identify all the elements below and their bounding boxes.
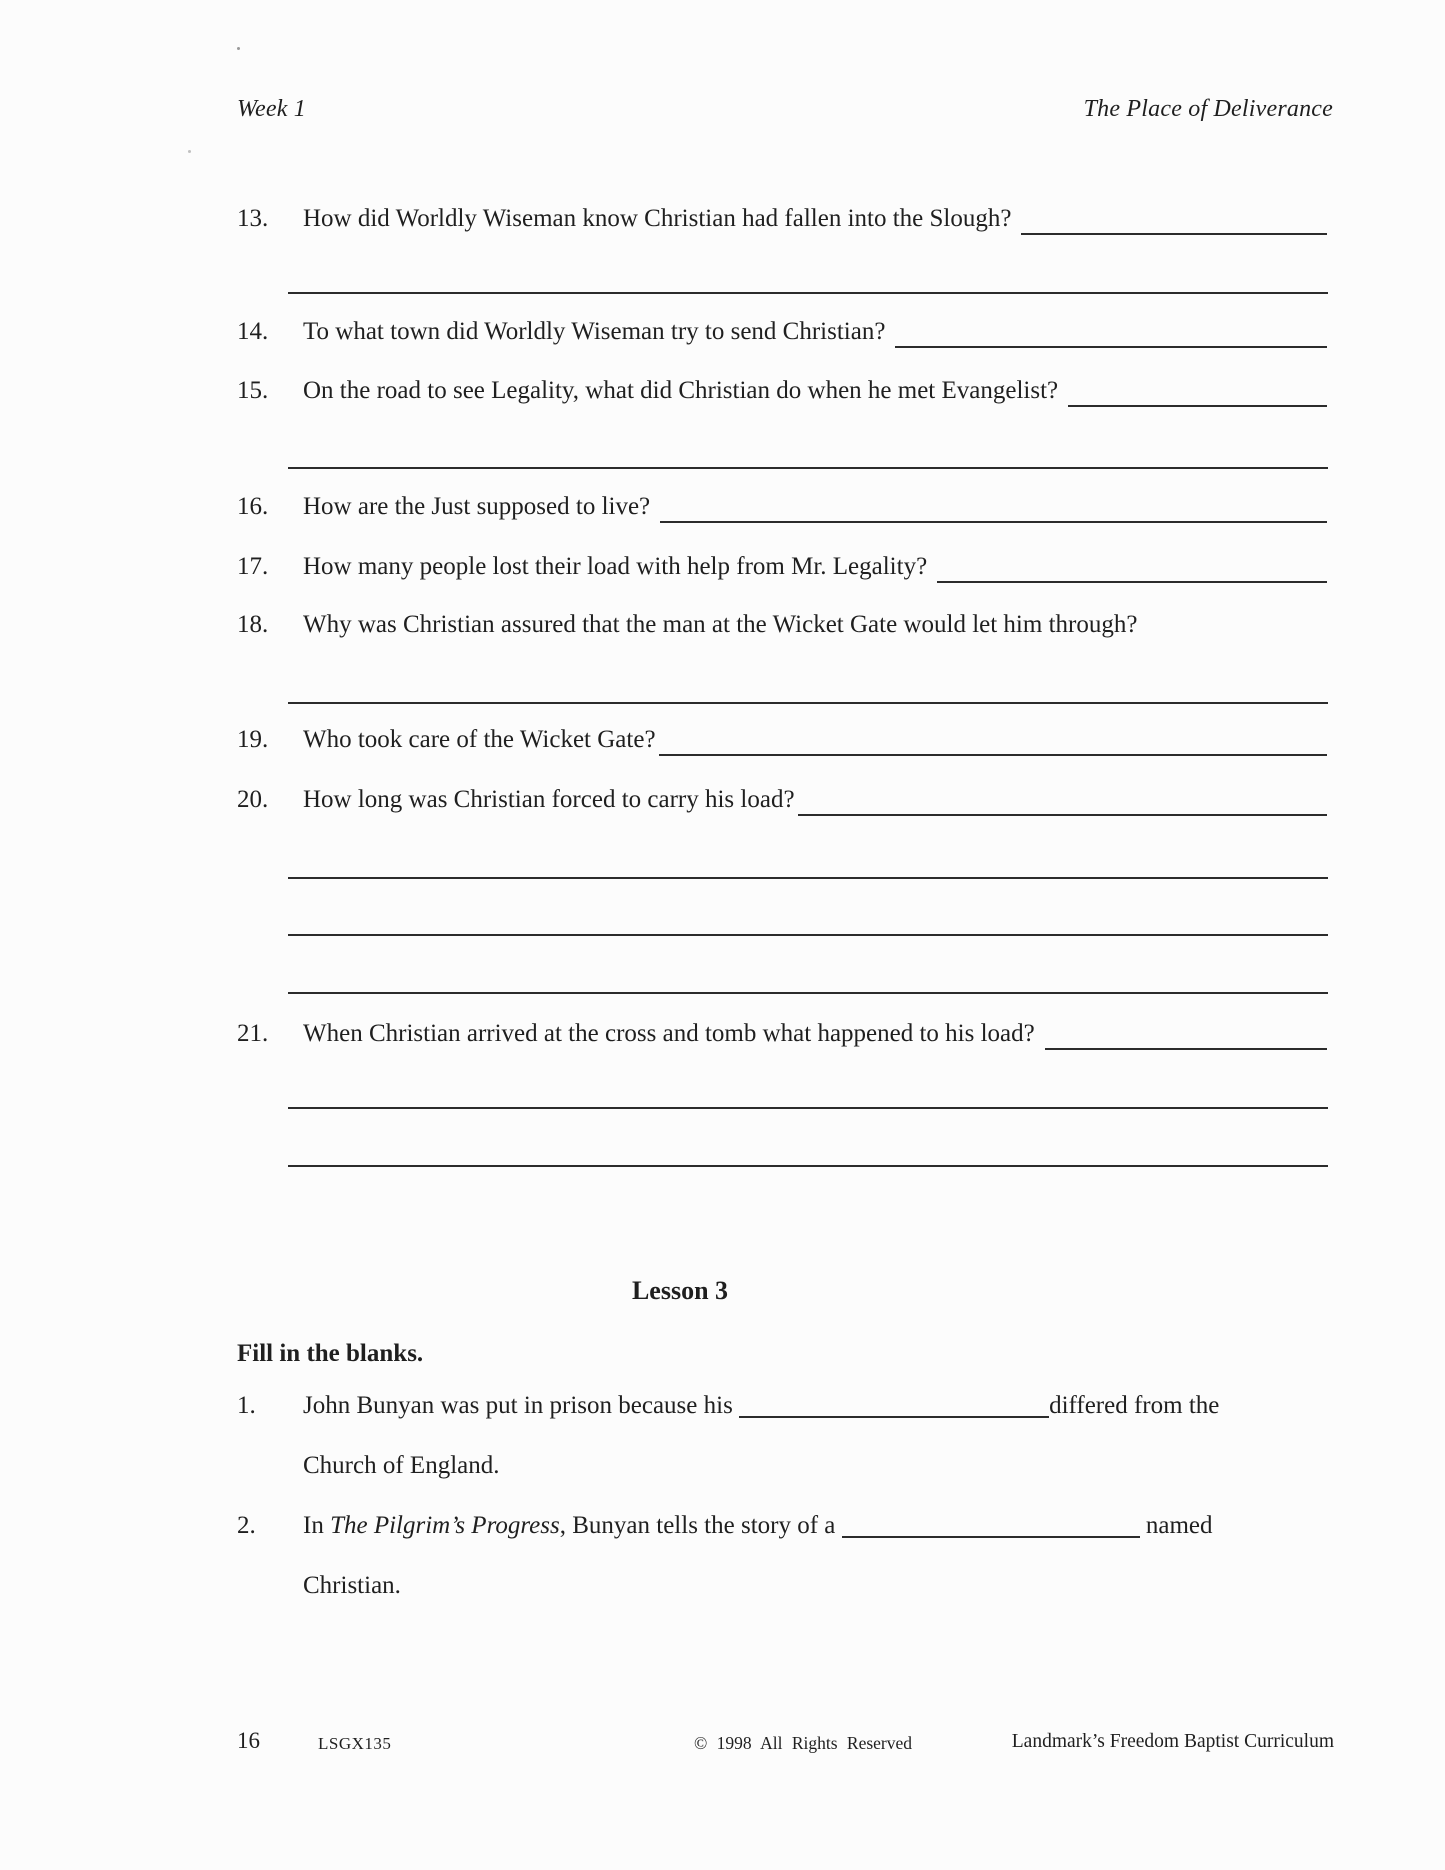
answer-blank	[1045, 1018, 1327, 1050]
question-number: 21.	[237, 1020, 269, 1047]
question-row-18	[237, 609, 1327, 641]
header-chapter-title: The Place of Deliverance	[1083, 96, 1333, 122]
fill-item-2-continuation: Christian.	[303, 1572, 401, 1599]
answer-line	[288, 292, 1328, 294]
answer-blank	[895, 316, 1327, 348]
question-number: 15.	[237, 377, 269, 404]
footer-publisher: Landmark’s Freedom Baptist Curriculum	[1011, 1731, 1334, 1752]
answer-line	[288, 1107, 1328, 1109]
question-row-15	[237, 375, 1327, 407]
footer-product-code: LSGX135	[318, 1734, 392, 1753]
question-text: Who took care of the Wicket Gate?	[303, 726, 656, 753]
answer-blank	[937, 551, 1327, 583]
question-number: 1.	[237, 1392, 256, 1419]
answer-blank	[798, 784, 1327, 816]
question-number: 14.	[237, 318, 269, 345]
answer-line	[288, 877, 1328, 879]
answer-blank	[1021, 203, 1327, 235]
header-week-label: Week 1	[237, 96, 306, 122]
question-text: Why was Christian assured that the man at the Wicket Gate would let him through?	[303, 611, 1138, 638]
question-text: differed from the	[1049, 1392, 1220, 1419]
question-row-17	[237, 551, 1327, 583]
question-text: How are the Just supposed to live?	[303, 493, 651, 520]
question-row-16	[237, 491, 1327, 523]
question-number: 19.	[237, 726, 269, 753]
question-text: In	[303, 1512, 331, 1539]
question-text: How many people lost their load with help from Mr. Legality?	[303, 553, 928, 580]
question-text: John Bunyan was put in prison because his	[303, 1392, 740, 1419]
answer-line	[288, 702, 1328, 704]
footer-copyright: © 1998 All Rights Reserved	[694, 1733, 913, 1753]
question-text: How did Worldly Wiseman know Christian had fallen into the Slough?	[303, 205, 1012, 232]
fill-item-2	[237, 1510, 1333, 1542]
answer-line	[288, 467, 1328, 469]
answer-blank	[660, 491, 1327, 523]
question-text: How long was Christian forced to carry his load?	[303, 786, 795, 813]
lesson-heading: Lesson 3	[631, 1276, 729, 1305]
answer-line	[288, 1165, 1328, 1167]
answer-blank	[739, 1416, 1049, 1418]
question-number: 18.	[237, 611, 269, 638]
question-number: 20.	[237, 786, 269, 813]
answer-blank	[1068, 375, 1327, 407]
question-number: 17.	[237, 553, 269, 580]
question-number: 16.	[237, 493, 269, 520]
question-text: When Christian arrived at the cross and tomb what happened to his load?	[303, 1020, 1035, 1047]
scan-speck	[188, 150, 191, 153]
question-row-19	[237, 724, 1327, 756]
question-text: named	[1139, 1512, 1213, 1539]
question-row-21	[237, 1018, 1327, 1050]
fill-item-1-continuation: Church of England.	[303, 1452, 500, 1479]
footer-page-number: 16	[237, 1728, 260, 1753]
question-row-14	[237, 316, 1327, 348]
question-row-20	[237, 784, 1327, 816]
question-text: On the road to see Legality, what did Christian do when he met Evangelist?	[303, 377, 1059, 404]
answer-line	[288, 934, 1328, 936]
answer-blank	[659, 724, 1327, 756]
question-text: To what town did Worldly Wiseman try to send Christian?	[303, 318, 886, 345]
fill-item-1	[237, 1390, 1333, 1422]
fill-in-blanks-instruction: Fill in the blanks.	[237, 1340, 424, 1367]
answer-line	[288, 992, 1328, 994]
question-number: 13.	[237, 205, 269, 232]
book-title-italic: The Pilgrim’s Progress	[330, 1512, 560, 1539]
question-text: , Bunyan tells the story of a	[559, 1512, 842, 1539]
answer-blank	[842, 1536, 1140, 1538]
question-row-13	[237, 203, 1327, 235]
question-number: 2.	[237, 1512, 256, 1539]
scan-speck	[237, 47, 240, 50]
